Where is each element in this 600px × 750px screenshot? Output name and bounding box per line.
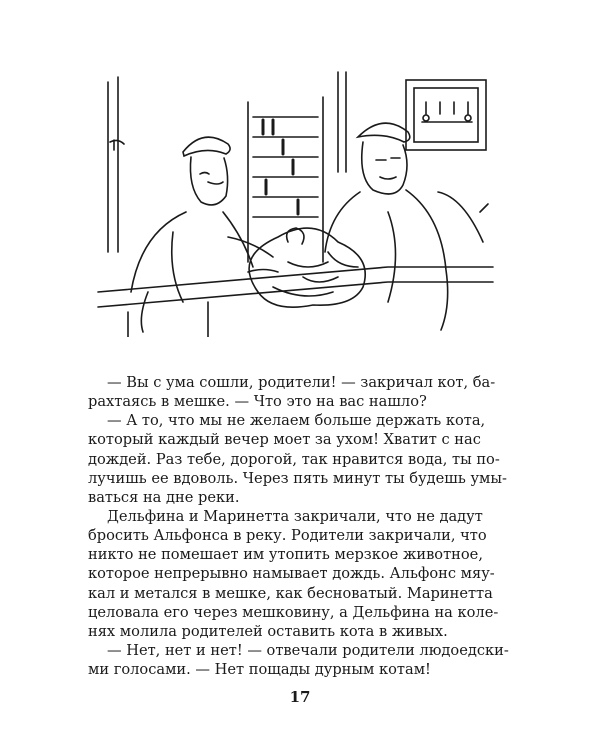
page-number: 17 <box>289 688 311 706</box>
text-line: Дельфина и Маринетта закричали, что не дадут <box>107 507 483 525</box>
text-line: — А то, что мы не желаем больше держать кота, <box>107 412 486 430</box>
text-line: которое непрерывно намывает дождь. Альфонс мяу- <box>88 565 495 583</box>
text-line: нях молила родителей оставить кота в живых. <box>88 622 448 640</box>
text-line: целовала его через мешковину, а Дельфина на коле- <box>88 603 499 621</box>
body-text <box>88 373 509 679</box>
text-line: дождей. Раз тебе, дорогой, так нравится вода, ты по- <box>88 450 500 468</box>
text-line: бросить Альфонса в реку. Родители закричали, что <box>88 527 487 545</box>
text-line: никто не помешает им утопить мерзкое животное, <box>88 546 483 564</box>
text-line: ми голосами. — Нет пощады дурным котам! <box>88 661 431 679</box>
text-line: лучишь ее вдоволь. Через пять минут ты будешь умы- <box>88 469 507 487</box>
text-line: ваться на дне реки. <box>88 488 240 506</box>
text-line: который каждый вечер моет за ухом! Хватит с нас <box>88 431 481 449</box>
ink-sketch-illustration <box>88 62 498 337</box>
text-line: кал и метался в мешке, как бесноватый. Маринетта <box>88 584 493 602</box>
text-line: — Вы с ума сошли, родители! — закричал кот, ба- <box>107 374 496 391</box>
text-line: — Нет, нет и нет! — отвечали родители людоедски- <box>107 641 509 659</box>
text-line: рахтаясь в мешке. — Что это на вас нашло? <box>88 393 427 411</box>
